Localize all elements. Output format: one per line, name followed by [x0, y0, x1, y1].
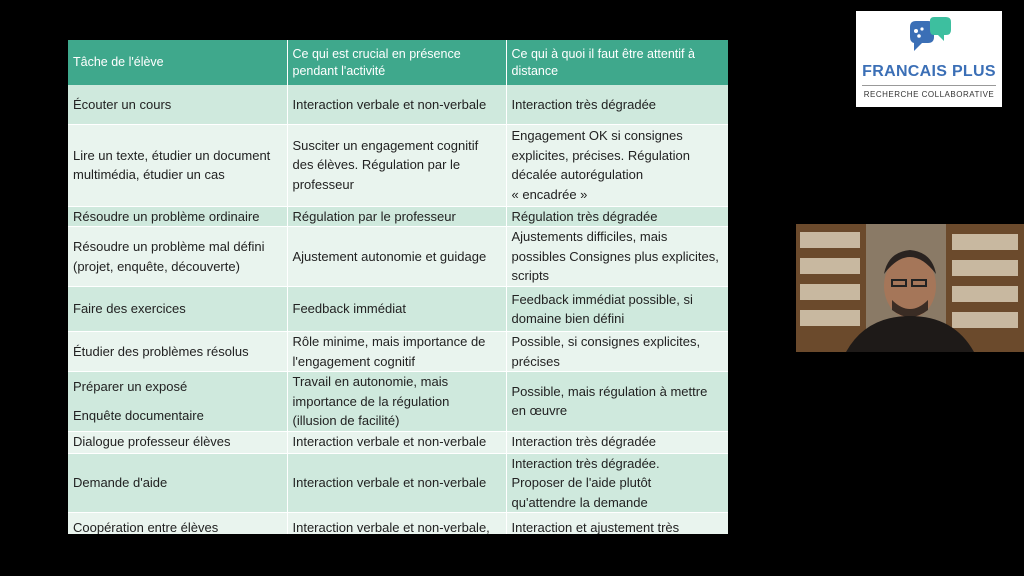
cell-text-line: explicites, précises. Régulation [511, 147, 690, 163]
logo-subtitle: RECHERCHE COLLABORATIVE [863, 90, 995, 99]
table-header-row [68, 40, 728, 85]
cell-presence [287, 332, 506, 372]
cell-text-line: importance de la régulation [292, 393, 450, 409]
table-row [68, 124, 728, 206]
cell-text-line: Régulation très dégradée [511, 208, 658, 224]
cell-task [68, 227, 287, 287]
header-distance: Ce qui à quoi il faut être attentif à distance [506, 40, 728, 85]
cell-text-line: Feedback immédiat [292, 301, 406, 317]
cell-text-line: Ajustement autonomie et guidage [292, 248, 487, 264]
table-row [68, 227, 728, 287]
cell-distance [506, 513, 728, 535]
table-row [68, 332, 728, 372]
cell-task [68, 85, 287, 124]
cell-text-line: scripts [511, 268, 550, 284]
cell-text-line: « encadrée » [511, 186, 588, 202]
cell-distance [506, 85, 728, 124]
cell-task [68, 332, 287, 372]
cell-text-line: Résoudre un problème ordinaire [73, 208, 260, 224]
cell-text-line: professeur [292, 176, 354, 192]
logo-divider [862, 85, 996, 86]
cell-text-line: Rôle minime, mais importance de [292, 334, 486, 349]
cell-text-line: Possible, si consignes explicites, [511, 334, 701, 349]
cell-text-line: Feedback immédiat possible, si [511, 291, 693, 307]
cell-text-line: Interaction très dégradée. [511, 455, 660, 471]
cell-text-line: en œuvre [511, 403, 568, 419]
cell-presence [287, 372, 506, 432]
table-row [68, 287, 728, 332]
cell-distance [506, 227, 728, 287]
cell-text-line: Demande d'aide [73, 475, 168, 490]
cell-text-line: Engagement OK si consignes [511, 128, 683, 143]
cell-text-line: Étudier des problèmes résolus [73, 343, 249, 359]
cell-text-line: Préparer un exposé [73, 378, 188, 394]
cell-presence [287, 287, 506, 332]
cell-text-line: Interaction verbale et non-verbale [292, 475, 487, 490]
line-gap [73, 396, 282, 406]
cell-text-line: Ajustements difficiles, mais [511, 229, 668, 245]
cell-task [68, 372, 287, 432]
cell-presence [287, 431, 506, 453]
cell-presence [287, 206, 506, 227]
cell-text-line: l'engagement cognitif [292, 353, 415, 369]
cell-distance [506, 372, 728, 432]
cell-text-line: Interaction verbale et non-verbale, [292, 519, 490, 534]
cell-text-line: Résoudre un problème mal défini [73, 239, 265, 254]
cell-text-line: Interaction verbale et non-verbale [292, 96, 487, 112]
speech-bubbles-icon [906, 17, 954, 59]
logo-brand-text: FRANCAIS PLUS [862, 63, 996, 80]
cell-text-line: Travail en autonomie, mais [292, 374, 449, 389]
cell-distance [506, 453, 728, 513]
cell-text-line: des élèves. Régulation par le [292, 157, 461, 173]
cell-task [68, 431, 287, 453]
table-row [68, 206, 728, 227]
cell-text-line: (projet, enquête, découverte) [73, 258, 240, 274]
cell-task [68, 124, 287, 206]
webcam-video-icon [796, 224, 1024, 352]
cell-text-line: possibles Consignes plus explicites, [511, 248, 719, 264]
cell-text-line: Écouter un cours [73, 96, 172, 112]
cell-text-line: Proposer de l'aide plutôt [511, 475, 652, 490]
header-task: Tâche de l'élève [68, 40, 287, 85]
cell-text-line: qu'attendre la demande [511, 494, 648, 510]
cell-task [68, 453, 287, 513]
cell-distance [506, 287, 728, 332]
slide-table [68, 40, 728, 534]
presenter-webcam-feed [796, 224, 1024, 352]
cell-text-line: Coopération entre élèves [73, 519, 219, 534]
cell-text-line: Interaction très dégradée [511, 96, 657, 112]
cell-text-line: Lire un texte, étudier un document [73, 147, 271, 163]
table-row [68, 431, 728, 453]
cell-presence [287, 513, 506, 535]
table-row [68, 85, 728, 124]
cell-text-line: décalée autorégulation [511, 167, 644, 182]
cell-distance [506, 431, 728, 453]
cell-text-line: Susciter un engagement cognitif [292, 137, 479, 153]
cell-text-line: Interaction très dégradée [511, 434, 657, 450]
cell-distance [506, 124, 728, 206]
cell-distance [506, 206, 728, 227]
cell-text-line: domaine bien défini [511, 311, 625, 326]
cell-task [68, 287, 287, 332]
table-row [68, 513, 728, 535]
cell-text-line: Interaction verbale et non-verbale [292, 434, 487, 450]
cell-text-line: multimédia, étudier un cas [73, 167, 225, 182]
cell-text-line: Enquête documentaire [73, 408, 204, 424]
cell-presence [287, 453, 506, 513]
cell-task [68, 513, 287, 535]
cell-text-line: Possible, mais régulation à mettre [511, 383, 708, 399]
cell-presence [287, 227, 506, 287]
cell-text-line: Dialogue professeur élèves [73, 434, 231, 450]
cell-task [68, 206, 287, 227]
francais-plus-logo [856, 11, 1002, 107]
cell-text-line: Régulation par le professeur [292, 208, 456, 224]
cell-distance [506, 332, 728, 372]
cell-presence [287, 124, 506, 206]
cell-text-line: précises [511, 353, 560, 369]
table-row [68, 453, 728, 513]
table-row [68, 372, 728, 432]
cell-text-line: Faire des exercices [73, 301, 186, 317]
cell-text-line: (illusion de facilité) [292, 413, 400, 428]
header-presence: Ce qui est crucial en présence pendant l'activité [287, 40, 506, 85]
cell-text-line: Interaction et ajustement très [511, 519, 680, 534]
comparison-table [68, 40, 728, 534]
cell-presence [287, 85, 506, 124]
